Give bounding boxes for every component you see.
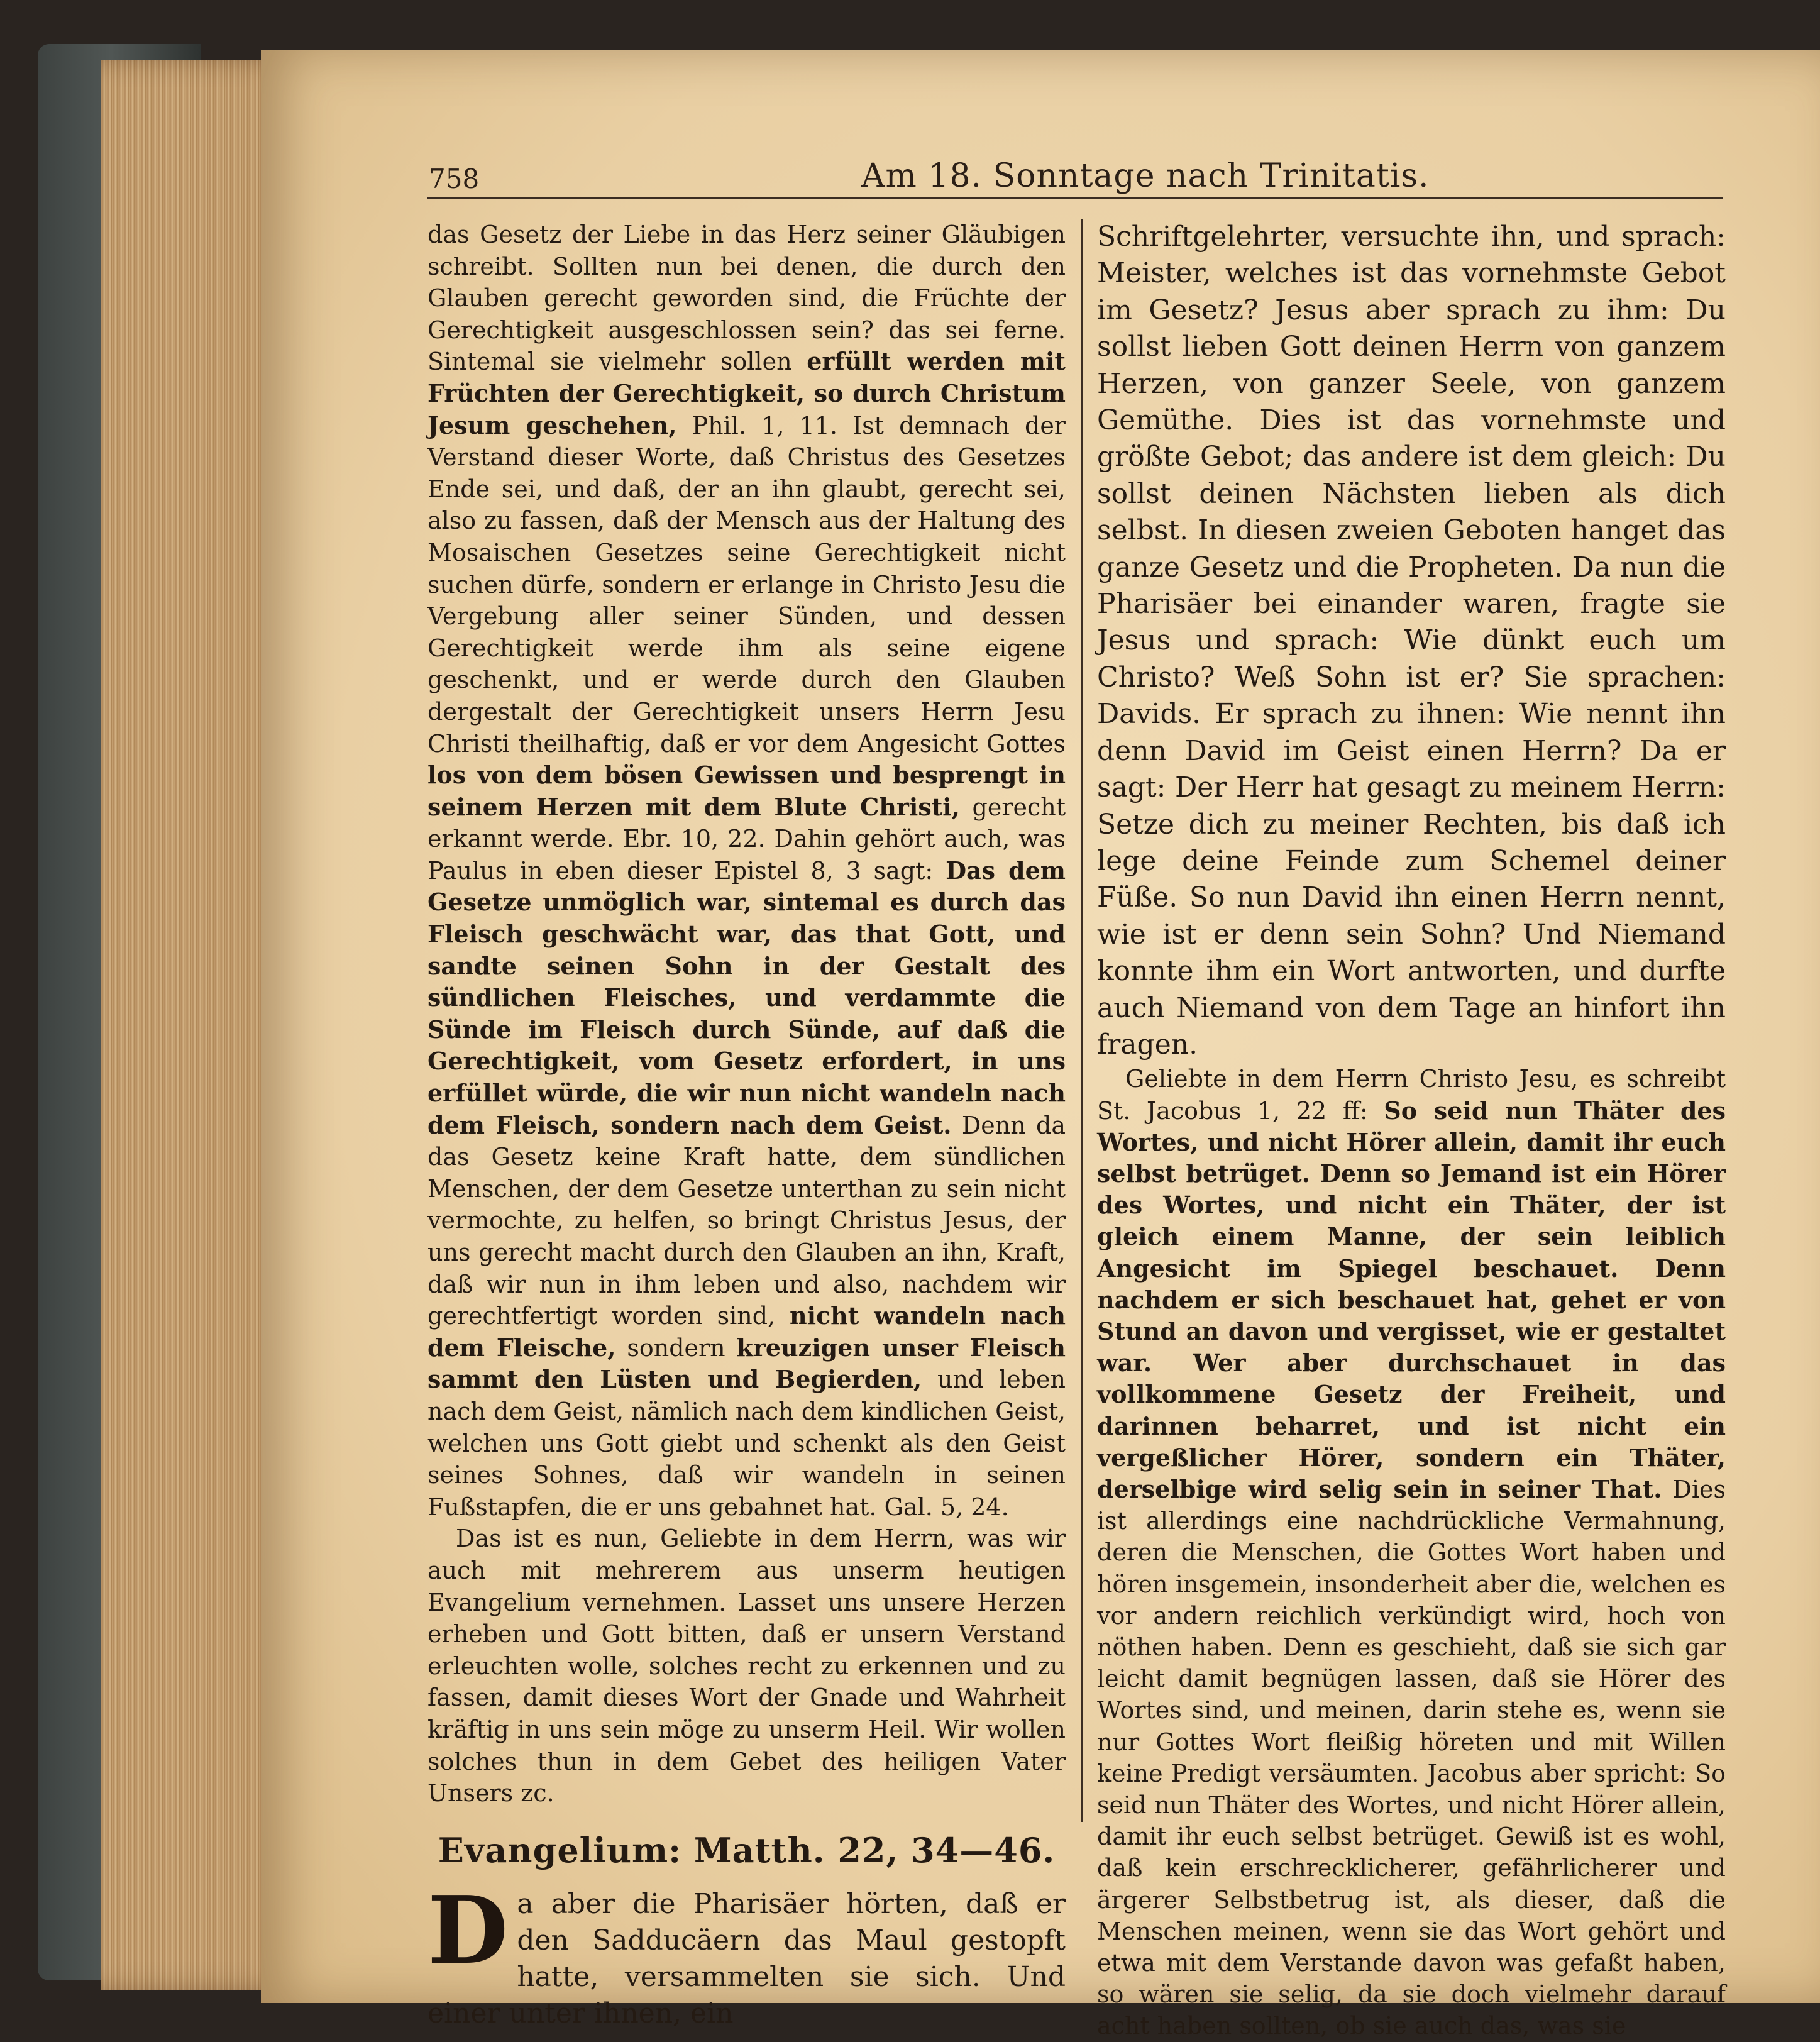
text-run: das Gesetz der Liebe in das Herz seiner Gläubigen schreibt. Sollten nun bei denen, die durch den Glauben gerecht geworden sind, die Früchte der Gerechtigkeit ausgeschlossen sein? das sei ferne. Sintemal sie vielmehr sollen [427, 221, 1066, 376]
left-column [427, 219, 1066, 2032]
text-run: und leben nach dem Geist, nämlich nach dem kindlichen Geist, welchen uns Gott giebt und schenkt als den Geist seines Sohnes, daß wir wandeln in seinen Fußstapfen, die er uns gebahnet hat. Gal. 5, 24. [427, 1366, 1066, 1521]
right-column [1097, 219, 1726, 2042]
scripture-quote: Das dem Gesetze unmöglich war, sintemal es durch das Fleisch geschwächt war, das that Gott, und sandte seinen Sohn in der Gestalt des sündlichen Fleisches, und verdammte die Sünde im Fleisch durch Sünde, auf daß die Gerechtigkeit, vom Gesetz erfordert, in uns erfüllet würde, die wir nun nicht wandeln nach dem Fleisch, sondern nach dem Geist. [427, 856, 1066, 1139]
text-run: a aber die Pharisäer hörten, daß er den Sadducäern das Maul gestopft hatte, versammelten sie sich. Und einer unter ihnen, ein [427, 1887, 1066, 2029]
text-run: gerecht erkannt werde. Ebr. 10, 22. Dahin gehört auch, was Paulus in eben dieser Epistel 8, 3 sagt: [427, 793, 1066, 885]
running-head [0, 119, 1820, 195]
column-divider [1081, 219, 1083, 1822]
text-run: Geliebte in dem Herrn Christo Jesu, es schreibt St. Jacobus 1, 22 ff: [1097, 1065, 1726, 1125]
scripture-quote: erfüllt werden mit Früchten der Gerechtigkeit, so durch Christum Jesum geschehen, [427, 347, 1066, 439]
gospel-text: Schriftgelehrter, versuchte ihn, und sprach: Meister, welches ist das vornehmste Gebot im Gesetz? Jesus aber sprach zu ihm: Du sollst lieben Gott deinen Herrn von ganzem Herzen, von ganzer Seele, von ganzem Gemüthe. Dies ist das vornehmste und größte Gebot; das andere ist dem gleich: Du sollst deinen Nächsten lieben als dich selbst. In diesen zweien Geboten hanget das ganze Gesetz und die Propheten. Da nun die Pharisäer bei einander waren, fragte sie Jesus und sprach: Wie dünkt euch um Christo? Weß Sohn ist er? Sie sprachen: Davids. Er sprach zu ihnen: Wie nennt ihn denn David im Geist einen Herrn? Da er sagt: Der Herr hat gesagt zu meinem Herrn: Setze dich zu meiner Rechten, bis daß ich lege deine Feinde zum Schemel deiner Füße. So nun David ihn einen Herrn nennt, wie ist er denn sein Sohn? Und Niemand konnte ihm ein Wort antworten, und durfte auch Niemand von dem Tage an hinfort ihn fragen. [1097, 221, 1726, 1061]
page-number: 758 [429, 163, 480, 194]
text-run: Phil. 1, 11. Ist demnach der Verstand dieser Worte, daß Christus des Gesetzes Ende sei, und daß, der an ihn glaubt, gerecht sei, also zu fassen, daß der Mensch aus der Haltung des Mosaischen Gesetzes seine Gerechtigkeit nicht suchen dürfe, sondern er erlange in Christo Jesu die Vergebung aller seiner Sünden, und dessen Gerechtigkeit werde ihm als seine eigene geschenkt, und er werde durch den Glauben dergestalt der Gerechtigkeit unsers Herrn Jesu Christi theilhaftig, daß er vor dem Angesicht Gottes [427, 411, 1066, 758]
sermon-paragraph [1097, 1063, 1726, 2041]
scripture-quote: kreuzigen unser Fleisch sammt den Lüsten und Begierden, [427, 1333, 1066, 1394]
text-run: sondern [615, 1333, 737, 1362]
scripture-quote: So seid nun Thäter des Wortes, und nicht Hörer allein, damit ihr euch selbst betrüget. Denn so Jemand ist ein Hörer des Wortes, und nicht ein Thäter, der ist gleich einem Manne, der sein leiblich Angesicht im Spiegel beschauet. Denn nachdem er sich beschauet hat, gehet er von Stund an davon und vergisset, wie er gestaltet war. Wer aber durchschauet in das vollkommene Gesetz der Freiheit, und darinnen beharret, und ist nicht ein vergeßlicher Hörer, sondern ein Thäter, derselbige wird selig sein in seiner That. [1097, 1096, 1726, 1503]
gospel-heading: Evangelium: Matth. 22, 34—46. [438, 1830, 1056, 1870]
gospel-text [427, 1875, 1066, 2032]
drop-cap: D [427, 1875, 509, 1985]
text-run: Dies ist allerdings eine nachdrückliche Vermahnung, deren die Menschen, die Gottes Wort haben und hören insgemein, insonderheit aber die, welchen es vor andern reichlich verkündigt wird, hoch von nöthen haben. Denn es geschieht, daß sie sich gar leicht damit begnügen lassen, daß sie Hörer des Wortes sind, und meinen, darin stehe es, wenn sie nur Gottes Wort fleißig höreten und mit Willen keine Predigt versäumten. Jacobus aber spricht: So seid nun Thäter des Wortes, und nicht Hörer allein, damit ihr euch selbst betrüget. Gewiß ist es wohl, daß kein erschrecklicherer, gefährlicherer und ärgerer Selbstbetrug ist, als dieser, daß die Menschen meinen, wenn sie das Wort gehört und etwa mit dem Verstande davon was gefaßt haben, so wären sie selig, da sie doch vielmehr darauf acht haben sollten, ob sie auch das, was sie [1097, 1475, 1726, 2040]
sermon-paragraph: Das ist es nun, Geliebte in dem Herrn, was wir auch mit mehrerem aus unserm heutigen Evangelium vernehmen. Lasset uns unsere Herzen erheben und Gott bitten, daß er unsern Verstand erleuchten wolle, solches recht zu erkennen und zu fassen, damit dieses Wort der Gnade und Wahrheit kräftig in uns sein möge zu unserm Heil. Wir wollen solches thun in dem Gebet des heiligen Vater Unsers zc. [427, 1525, 1066, 1807]
page-title: Am 18. Sonntage nach Trinitatis. [861, 157, 1430, 195]
scripture-quote: nicht wandeln nach dem Fleische, [427, 1301, 1066, 1362]
text-run: Denn da das Gesetz keine Kraft hatte, dem sündlichen Menschen, der dem Gesetze unterthan zu sein nicht vermochte, zu helfen, so bringt Christus Jesus, der uns gerecht macht durch den Glauben an ihn, Kraft, daß wir nun in ihm leben und also, nachdem wir gerechtfertigt worden sind, [427, 1111, 1066, 1330]
sermon-paragraph [427, 219, 1066, 1523]
header-rule [427, 197, 1723, 199]
scripture-quote: los von dem bösen Gewissen und besprengt in seinem Herzen mit dem Blute Christi, [427, 761, 1066, 821]
